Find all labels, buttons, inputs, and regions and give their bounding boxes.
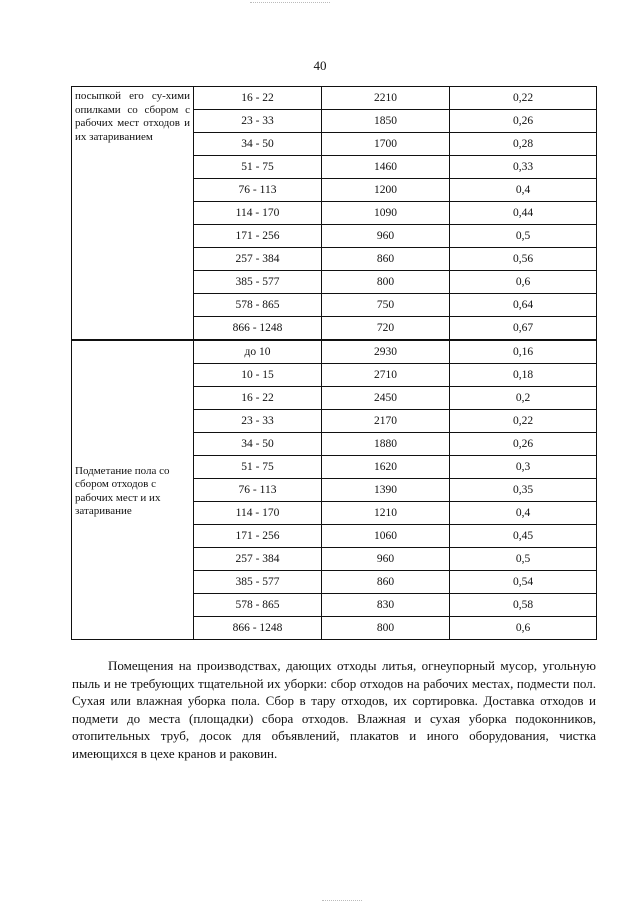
area-range-cell: 385 - 577	[194, 571, 322, 594]
norm-area-cell: 1460	[322, 156, 450, 179]
norm-area-cell: 960	[322, 225, 450, 248]
area-range-cell: 114 - 170	[194, 202, 322, 225]
area-range-cell: 23 - 33	[194, 410, 322, 433]
norm-area-cell: 1850	[322, 110, 450, 133]
time-norm-cell: 0,33	[450, 156, 597, 179]
norm-area-cell: 1620	[322, 456, 450, 479]
time-norm-cell: 0,18	[450, 364, 597, 387]
time-norm-cell: 0,35	[450, 479, 597, 502]
area-range-cell: 578 - 865	[194, 594, 322, 617]
norm-area-cell: 720	[322, 317, 450, 341]
area-range-cell: 257 - 384	[194, 548, 322, 571]
area-range-cell: 10 - 15	[194, 364, 322, 387]
time-norm-cell: 0,22	[450, 87, 597, 110]
norm-area-cell: 1200	[322, 179, 450, 202]
time-norm-cell: 0,54	[450, 571, 597, 594]
norm-area-cell: 1060	[322, 525, 450, 548]
work-description-cell: Подметание пола со сбором отходов с рабочих мест и их затаривание	[72, 340, 194, 640]
norm-area-cell: 2170	[322, 410, 450, 433]
scan-artifact-top	[250, 2, 330, 4]
area-range-cell: 23 - 33	[194, 110, 322, 133]
area-range-cell: 257 - 384	[194, 248, 322, 271]
norm-area-cell: 800	[322, 617, 450, 640]
norm-area-cell: 2930	[322, 340, 450, 364]
area-range-cell: 171 - 256	[194, 225, 322, 248]
time-norm-cell: 0,6	[450, 271, 597, 294]
time-norm-cell: 0,5	[450, 548, 597, 571]
time-norm-cell: 0,6	[450, 617, 597, 640]
time-norm-cell: 0,4	[450, 502, 597, 525]
time-norm-cell: 0,3	[450, 456, 597, 479]
area-range-cell: 76 - 113	[194, 479, 322, 502]
area-range-cell: 34 - 50	[194, 133, 322, 156]
norm-area-cell: 830	[322, 594, 450, 617]
area-range-cell: 114 - 170	[194, 502, 322, 525]
area-range-cell: 171 - 256	[194, 525, 322, 548]
norm-area-cell: 1880	[322, 433, 450, 456]
norm-area-cell: 860	[322, 571, 450, 594]
norms-table	[71, 86, 597, 640]
time-norm-cell: 0,67	[450, 317, 597, 341]
norm-area-cell: 1700	[322, 133, 450, 156]
time-norm-cell: 0,64	[450, 294, 597, 317]
norm-area-cell: 960	[322, 548, 450, 571]
norm-area-cell: 2710	[322, 364, 450, 387]
norm-area-cell: 1390	[322, 479, 450, 502]
time-norm-cell: 0,45	[450, 525, 597, 548]
time-norm-cell: 0,16	[450, 340, 597, 364]
area-range-cell: 16 - 22	[194, 387, 322, 410]
norm-area-cell: 2450	[322, 387, 450, 410]
norm-area-cell: 2210	[322, 87, 450, 110]
norm-area-cell: 1090	[322, 202, 450, 225]
time-norm-cell: 0,58	[450, 594, 597, 617]
norm-area-cell: 750	[322, 294, 450, 317]
table-row	[72, 340, 597, 364]
area-range-cell: 34 - 50	[194, 433, 322, 456]
norm-area-cell: 1210	[322, 502, 450, 525]
time-norm-cell: 0,22	[450, 410, 597, 433]
time-norm-cell: 0,28	[450, 133, 597, 156]
area-range-cell: 866 - 1248	[194, 317, 322, 341]
area-range-cell: до 10	[194, 340, 322, 364]
body-paragraph: Помещения на производствах, дающих отходы литья, огнеупорный мусор, угольную пыль и не требующих тщательной их уборки: сбор отходов на рабочих местах, подмести пол. Сухая или влажная уборка пола. Сбор в тару отходов, их сортировка. Доставка отходов и подмети до места (площадки) сбора отходов. Влажная и сухая уборка подоконников, отопительных труб, досок для объявлений, плакатов и иного оборудования, чистка имеющихся в цехе кранов и раковин.	[72, 658, 596, 761]
time-norm-cell: 0,56	[450, 248, 597, 271]
area-range-cell: 385 - 577	[194, 271, 322, 294]
area-range-cell: 866 - 1248	[194, 617, 322, 640]
norm-area-cell: 800	[322, 271, 450, 294]
area-range-cell: 51 - 75	[194, 156, 322, 179]
table-row	[72, 87, 597, 110]
time-norm-cell: 0,2	[450, 387, 597, 410]
norms-table-body	[72, 87, 597, 640]
time-norm-cell: 0,26	[450, 110, 597, 133]
area-range-cell: 578 - 865	[194, 294, 322, 317]
time-norm-cell: 0,4	[450, 179, 597, 202]
norm-area-cell: 860	[322, 248, 450, 271]
work-description-cell: посыпкой его су-хими опилками со сбором с рабочих мест отходов и их затариванием	[72, 87, 194, 341]
area-range-cell: 51 - 75	[194, 456, 322, 479]
area-range-cell: 16 - 22	[194, 87, 322, 110]
area-range-cell: 76 - 113	[194, 179, 322, 202]
scan-artifact-bottom	[322, 900, 362, 902]
time-norm-cell: 0,5	[450, 225, 597, 248]
page-number: 40	[313, 58, 327, 73]
time-norm-cell: 0,44	[450, 202, 597, 225]
time-norm-cell: 0,26	[450, 433, 597, 456]
